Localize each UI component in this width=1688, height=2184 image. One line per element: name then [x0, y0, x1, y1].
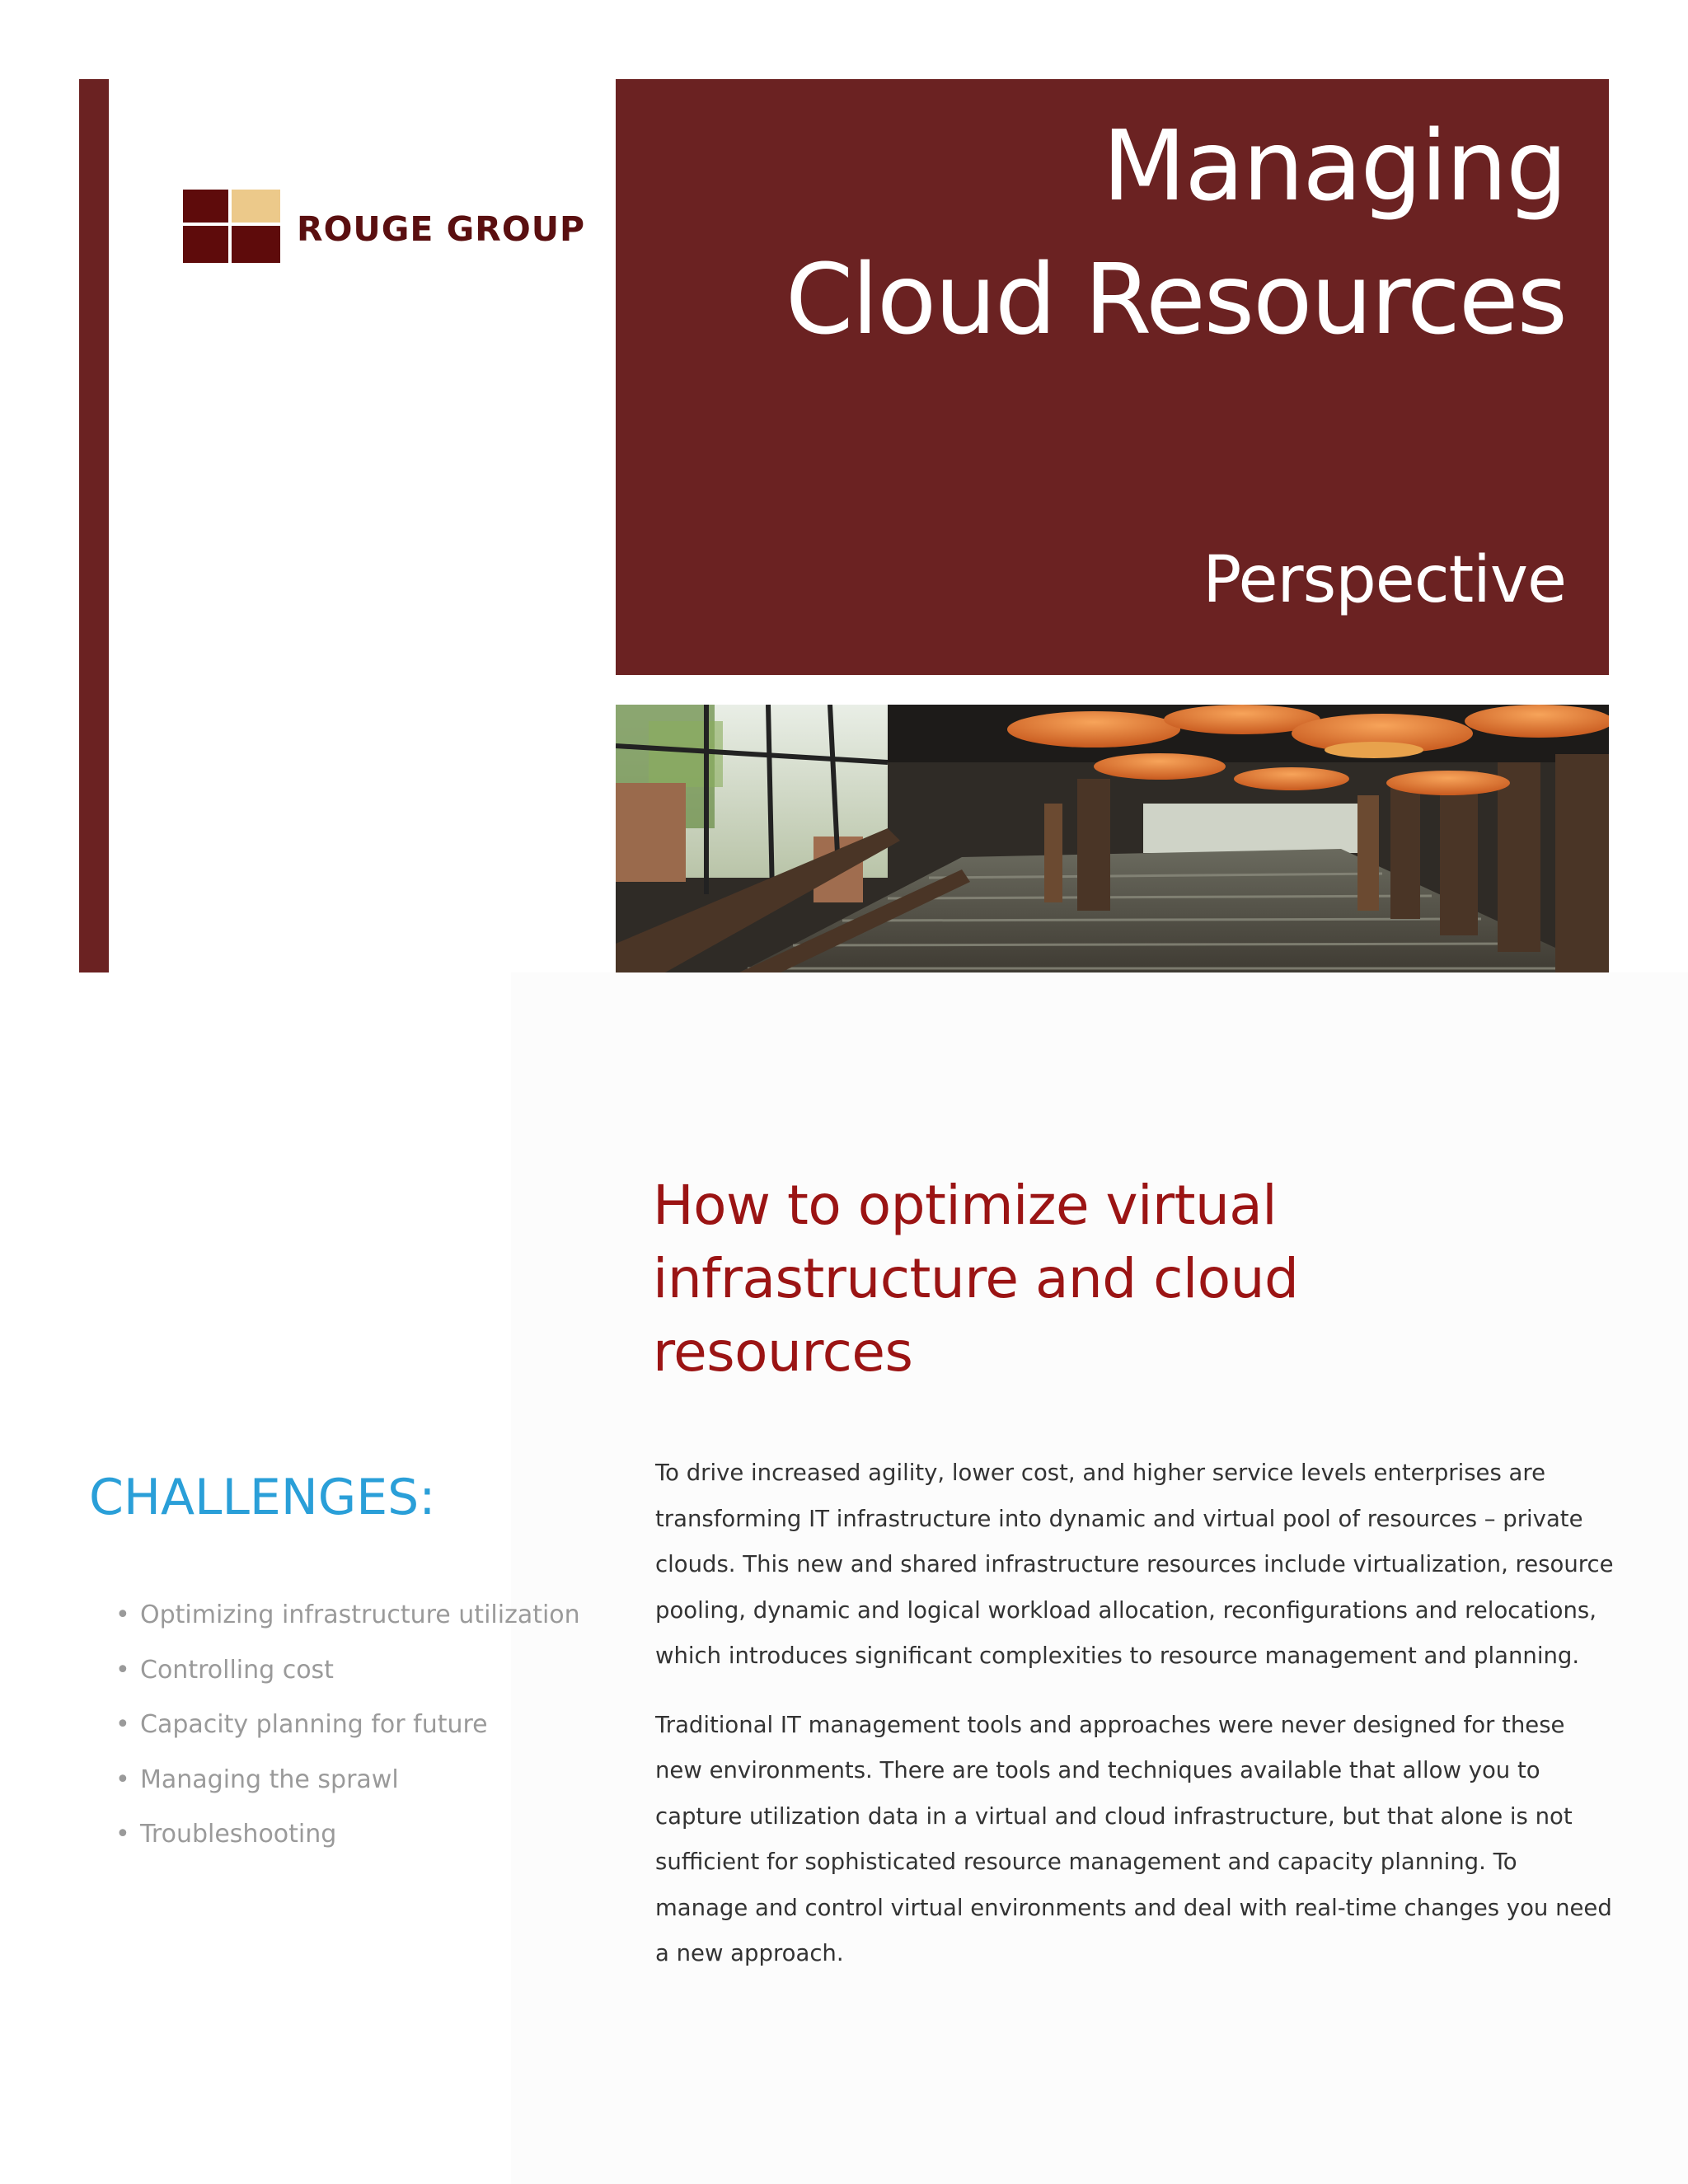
cover-subtitle: Perspective: [1203, 543, 1566, 617]
cover-title-block: [616, 79, 1609, 675]
bullet-icon: •: [115, 1655, 130, 1685]
list-item: [115, 1651, 580, 1706]
bullet-icon: •: [115, 1820, 130, 1849]
staircase-photo: [616, 705, 1609, 972]
cover-title-line-2: Cloud Resources: [785, 242, 1566, 356]
bullet-icon: •: [115, 1710, 130, 1739]
company-logo: [183, 190, 585, 263]
article-heading-line-1: How to optimize virtual: [653, 1174, 1278, 1237]
list-item: [115, 1760, 580, 1816]
challenge-text: Managing the sprawl: [140, 1765, 399, 1794]
body-paragraph-1: To drive increased agility, lower cost, and higher service levels enterprises are transforming IT infrastructure into dynamic and virtual pool of resources – private clouds. This new and shared infrastructure resources include virtualization, resource pooling, dynamic and logical workload allocation, reconfigurations and relocations, which introduces significant complexities to resource management and planning.: [655, 1460, 1614, 1669]
bullet-icon: •: [115, 1601, 130, 1629]
challenge-text: Optimizing infrastructure utilization: [140, 1601, 580, 1629]
challenges-list: [115, 1596, 580, 1870]
challenge-text: Capacity planning for future: [140, 1710, 488, 1739]
article-heading: [653, 1169, 1601, 1389]
cover-title-line-1: Managing: [1102, 109, 1566, 223]
cover-title: [785, 99, 1566, 366]
challenges-heading: CHALLENGES:: [89, 1469, 436, 1526]
article-heading-line-2: infrastructure and cloud: [653, 1247, 1299, 1310]
logo-squares-icon: [183, 190, 280, 263]
body-paragraph-2: Traditional IT management tools and approaches were never designed for these new environments. There are tools and techniques available that allow you to capture utilization data in a virtual and cloud infrastructure, but that alone is not sufficient for sophisticated resource management and capacity planning. To manage and control virtual environments and deal with real-time changes you need a new approach.: [655, 1711, 1612, 1966]
article-heading-line-3: resources: [653, 1320, 913, 1384]
logo-wordmark: ROUGE GROUP: [297, 209, 586, 249]
bullet-icon: •: [115, 1765, 130, 1794]
list-item: [115, 1596, 580, 1651]
list-item: [115, 1815, 580, 1870]
accent-bar: [79, 79, 109, 972]
article-body: [655, 1451, 1615, 2000]
challenge-text: Controlling cost: [140, 1655, 334, 1685]
list-item: [115, 1705, 580, 1760]
challenge-text: Troubleshooting: [140, 1820, 337, 1849]
